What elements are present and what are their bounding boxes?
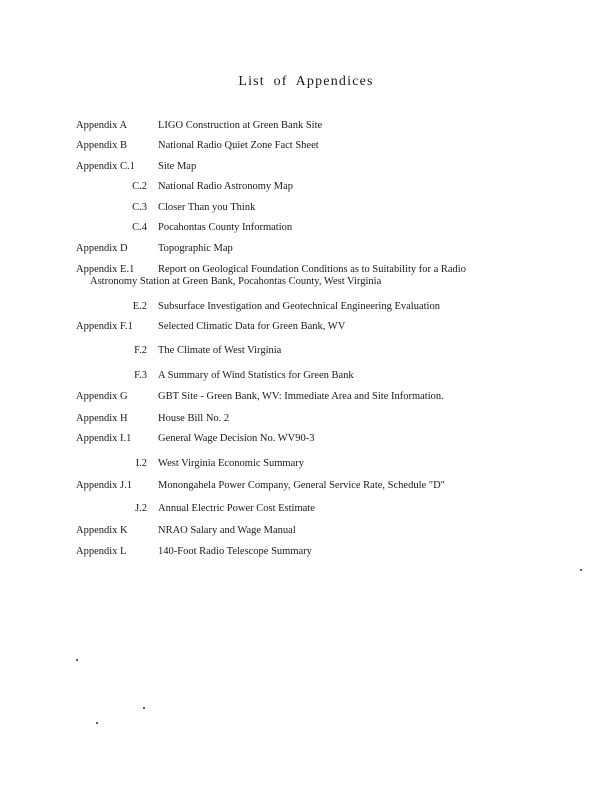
appendix-entry <box>76 202 536 214</box>
appendix-label: J.2 <box>135 503 147 514</box>
appendix-entry <box>76 413 536 425</box>
appendix-label: Appendix K <box>76 525 128 536</box>
appendix-entry <box>76 161 536 173</box>
scan-speck <box>76 659 78 661</box>
scan-speck <box>143 707 145 709</box>
appendix-entry <box>76 525 536 537</box>
appendix-label: Appendix D <box>76 243 128 254</box>
appendix-title: The Climate of West Virginia <box>158 345 282 356</box>
appendix-label: Appendix A <box>76 120 128 131</box>
appendix-entry <box>76 321 536 333</box>
appendix-title: Pocahontas County Information <box>158 222 293 233</box>
appendix-title: National Radio Quiet Zone Fact Sheet <box>158 140 319 151</box>
appendix-label: Appendix G <box>76 391 128 402</box>
appendix-entry <box>76 546 536 558</box>
appendix-title: GBT Site - Green Bank, WV: Immediate Area and Site Information. <box>158 391 444 402</box>
appendix-title: 140-Foot Radio Telescope Summary <box>158 546 312 557</box>
appendix-title: General Wage Decision No. WV90-3 <box>158 433 315 444</box>
page-title: List of Appendices <box>238 74 374 89</box>
appendix-title-line: Report on Geological Foundation Conditions as to Suitability for a Radio <box>158 264 466 275</box>
appendix-entry <box>76 433 536 445</box>
appendix-entry <box>76 345 536 357</box>
appendix-title: Monongahela Power Company, General Service Rate, Schedule "D" <box>158 480 445 491</box>
appendix-label: Appendix L <box>76 546 127 557</box>
appendix-entry <box>76 264 536 288</box>
appendix-label: Appendix C.1 <box>76 161 135 172</box>
appendix-label: Appendix J.1 <box>76 480 132 491</box>
appendix-title: LIGO Construction at Green Bank Site <box>158 120 323 131</box>
appendix-title: West Virginia Economic Summary <box>158 458 304 469</box>
appendix-entry <box>76 301 536 313</box>
appendix-entry <box>76 370 536 382</box>
appendix-label: I.2 <box>135 458 147 469</box>
appendix-label: F.2 <box>134 345 147 356</box>
appendix-title: Closer Than you Think <box>158 202 256 213</box>
appendix-entry <box>76 120 536 132</box>
scan-speck <box>96 722 98 724</box>
appendix-title: Annual Electric Power Cost Estimate <box>158 503 315 514</box>
appendix-label: C.2 <box>132 181 147 192</box>
appendix-label: C.4 <box>132 222 147 233</box>
appendix-title: House Bill No. 2 <box>158 413 230 424</box>
appendix-title: NRAO Salary and Wage Manual <box>158 525 296 536</box>
appendix-entry <box>76 243 536 255</box>
appendix-entry <box>76 181 536 193</box>
appendix-label: Appendix H <box>76 413 128 424</box>
appendix-label: E.2 <box>132 301 147 312</box>
appendix-entry <box>76 503 536 515</box>
appendix-label: Appendix B <box>76 140 128 151</box>
appendix-title-continuation: Astronomy Station at Green Bank, Pocahontas County, West Virginia <box>90 276 382 287</box>
appendix-label: Appendix I.1 <box>76 433 132 444</box>
appendix-entry <box>76 140 536 152</box>
appendix-title: Topographic Map <box>158 243 233 254</box>
appendix-label: F.3 <box>134 370 147 381</box>
appendix-label: Appendix F.1 <box>76 321 133 332</box>
appendix-title: Site Map <box>158 161 197 172</box>
appendix-title: Selected Climatic Data for Green Bank, WV <box>158 321 346 332</box>
appendix-entry <box>76 458 536 470</box>
appendix-title: Subsurface Investigation and Geotechnical Engineering Evaluation <box>158 301 440 312</box>
appendix-label: Appendix E.1 <box>76 264 135 275</box>
appendix-entry <box>76 480 536 492</box>
appendix-title: A Summary of Wind Statistics for Green Bank <box>158 370 354 381</box>
appendix-entry <box>76 222 536 234</box>
scan-speck <box>580 569 582 571</box>
appendix-title: National Radio Astronomy Map <box>158 181 294 192</box>
appendix-entry <box>76 391 536 403</box>
appendix-label: C.3 <box>132 202 147 213</box>
